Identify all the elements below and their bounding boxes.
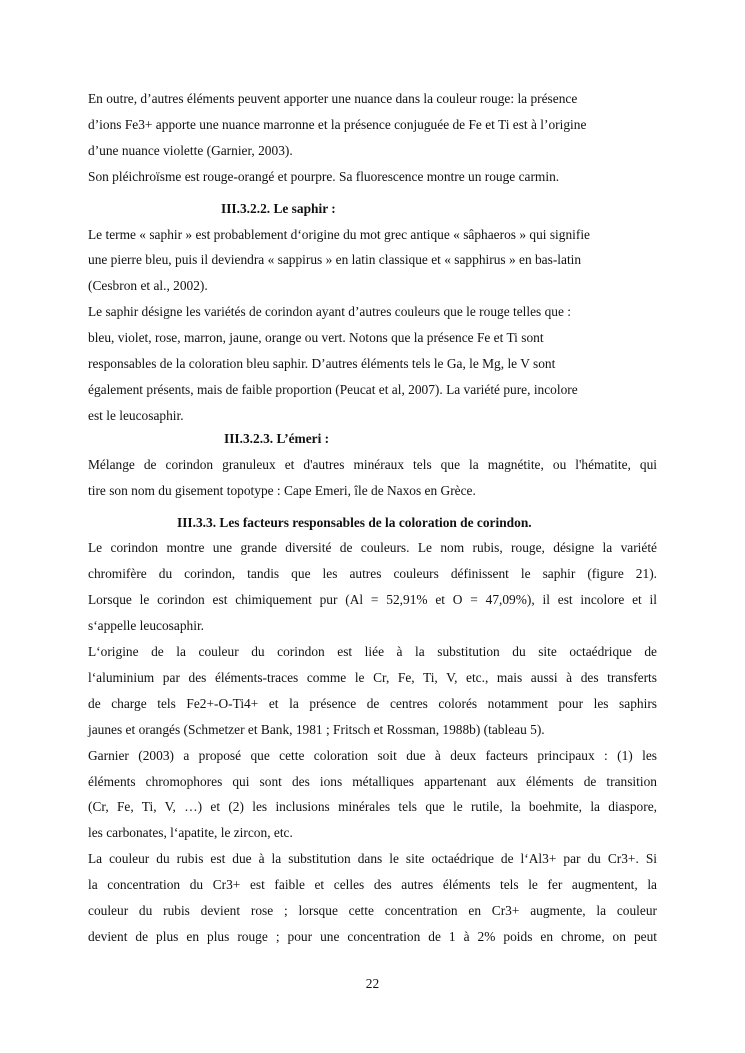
text-line: Le corindon montre une grande diversité de couleurs. Le nom rubis, rouge, désigne la variété [88,540,657,556]
paragraph-facteurs [88,535,657,950]
text-line: une pierre bleu, puis il deviendra « sappirus » en latin classique et « sapphirus » en bas-latin [88,252,582,268]
text-line: devient de plus en plus rouge ; pour une concentration de 1 à 2% poids en chrome, on peut [88,929,657,944]
text-line: Mélange de corindon granuleux et d'autres minéraux tels que la magnétite, ou l'hématite, qui [88,456,657,472]
text-line: Lorsque le corindon est chimiquement pur (Al = 52,91% et O = 47,09%), il est incolore et il [88,592,657,608]
text-line: d’ions Fe3+ apporte une nuance marronne et la présence conjuguée de Fe et Ti est à l’origine [88,116,587,132]
heading-facteurs: III.3.3. Les facteurs responsables de la coloration de corindon. [177,514,532,530]
text-line: l‘aluminium par des éléments-traces comme le Cr, Fe, Ti, V, etc., mais aussi à des transferts [88,669,657,685]
text-line: (Cesbron et al., 2002). [88,278,208,294]
text-line: d’une nuance violette (Garnier, 2003). [88,142,293,158]
text-line: (Cr, Fe, Ti, V, …) et (2) les inclusions minérales tels que le rutile, la boehmite, la diaspore, [88,799,657,815]
text-line: également présents, mais de faible proportion (Peucat et al, 2007). La variété pure, incolore [88,381,578,397]
document-page [88,86,657,950]
text-line: Son pléichroïsme est rouge-orangé et pourpre. Sa fluorescence montre un rouge carmin. [88,168,560,184]
text-line: éléments chromophores qui sont des ions métalliques appartenant aux éléments de transition [88,773,657,789]
text-line: bleu, violet, rose, marron, jaune, orange ou vert. Notons que la présence Fe et Ti sont [88,330,544,346]
text-line: chromifère du corindon, tandis que les autres couleurs définissent le saphir (figure 21). [88,566,657,582]
text-line: La couleur du rubis est due à la substitution dans le site octaédrique de l‘Al3+ par du Cr3+. Si [88,851,657,867]
paragraph-rouge-nuances [88,86,657,190]
text-line: de charge tels Fe2+-O-Ti4+ et la présence de centres colorés notamment pour les saphirs [88,695,657,711]
text-line: s‘appelle leucosaphir. [88,618,205,634]
text-line: couleur du rubis devient rose ; lorsque cette concentration en Cr3+ augmente, la couleur [88,903,657,919]
text-line: L‘origine de la couleur du corindon est liée à la substitution du site octaédrique de [88,644,657,660]
text-line: Garnier (2003) a proposé que cette coloration soit due à deux facteurs principaux : (1) les [88,747,657,763]
text-line: la concentration du Cr3+ est faible et celles des autres éléments tels le fer augmentent, la [88,877,657,893]
text-line: responsables de la coloration bleu saphir. D’autres éléments tels le Ga, le Mg, le V sont [88,356,556,372]
text-line: Le terme « saphir » est probablement d‘origine du mot grec antique « sâphaeros » qui signifie [88,226,591,242]
text-line: En outre, d’autres éléments peuvent apporter une nuance dans la couleur rouge: la présence [88,91,578,106]
text-line: les carbonates, l‘apatite, le zircon, etc. [88,825,293,841]
text-line: tire son nom du gisement topotype : Cape Emeri, île de Naxos en Grèce. [88,482,476,498]
paragraph-emeri [88,452,657,504]
heading-saphir: III.3.2.2. Le saphir : [221,200,336,216]
text-line: Le saphir désigne les variétés de corindon ayant d’autres couleurs que le rouge telles que : [88,304,572,320]
text-line: jaunes et orangés (Schmetzer et Bank, 1981 ; Fritsch et Rossman, 1988b) (tableau 5). [88,721,545,737]
page-number: 22 [365,976,380,991]
paragraph-saphir [88,222,657,429]
text-line: est le leucosaphir. [88,407,184,423]
heading-emeri: III.3.2.3. L’émeri : [224,430,330,446]
